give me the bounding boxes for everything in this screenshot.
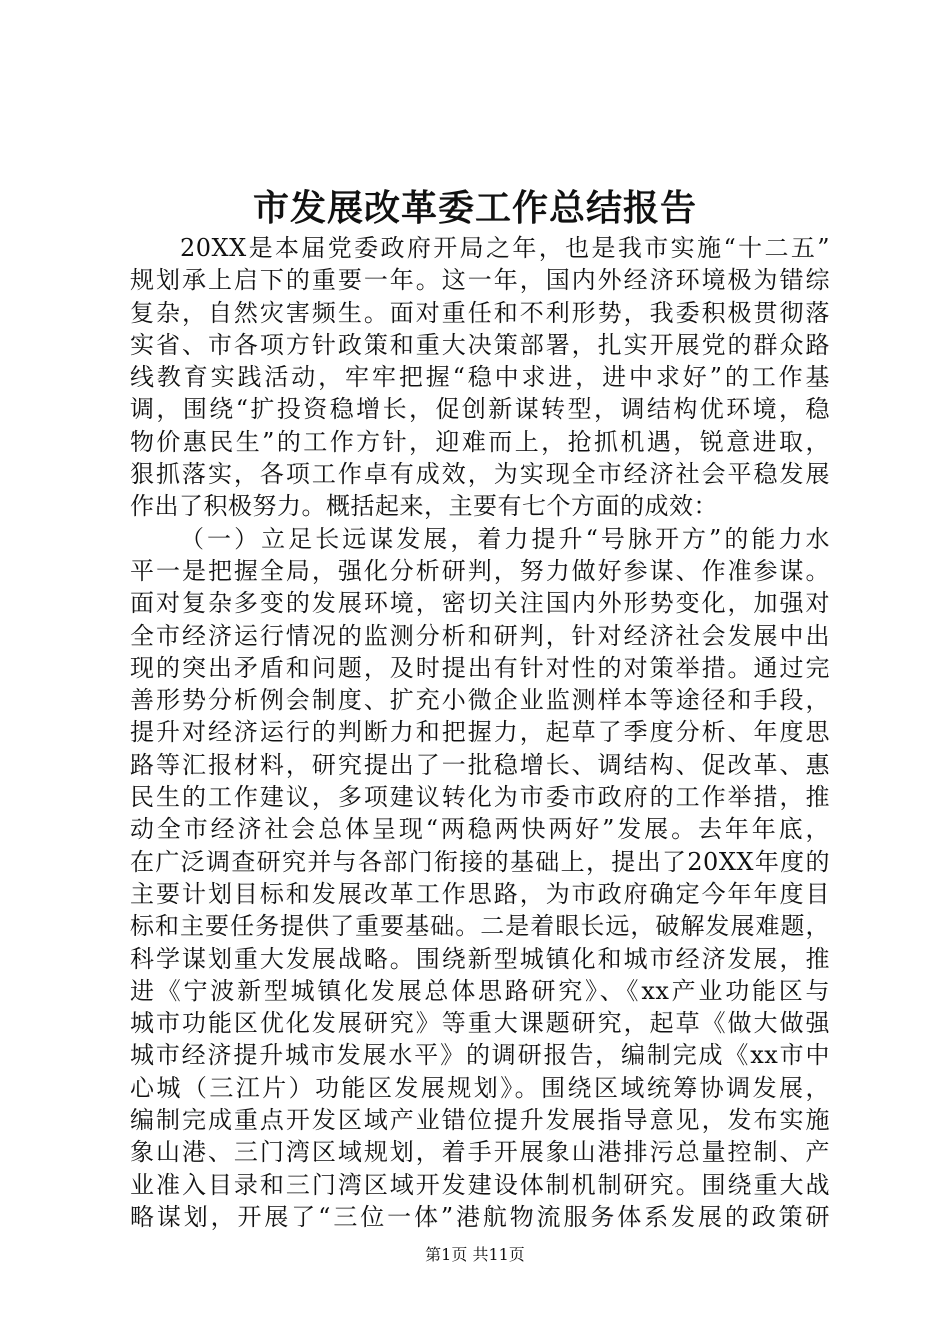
paragraph-line: 面对复杂多变的发展环境，密切关注国内外形势变化，加强对 — [130, 589, 830, 618]
paragraph-line: 城市经济提升城市发展水平》的调研报告，编制完成《xx市中 — [130, 1041, 830, 1070]
paragraph-line: 物价惠民生”的工作方针，迎难而上，抢抓机遇，锐意进取， — [130, 427, 830, 456]
paragraph-line: 进《宁波新型城镇化发展总体思路研究》、《xx产业功能区与 — [130, 976, 830, 1005]
paragraph-line: 20XX是本届党委政府开局之年，也是我市实施“十二五” — [180, 234, 830, 262]
paragraph-line: 线教育实践活动，牢牢把握“稳中求进，进中求好”的工作基 — [130, 363, 830, 392]
paragraph-line: 编制完成重点开发区域产业错位提升发展指导意见，发布实施 — [130, 1106, 830, 1135]
paragraph-line: 善形势分析例会制度、扩充小微企业监测样本等途径和手段， — [130, 686, 830, 715]
document-body — [130, 232, 830, 1233]
paragraph-line: 标和主要任务提供了重要基础。二是着眼长远，破解发展难题， — [130, 912, 830, 941]
paragraph-line: 科学谋划重大发展战略。围绕新型城镇化和城市经济发展，推 — [130, 944, 830, 973]
paragraph-line: 复杂，自然灾害频生。面对重任和不利形势，我委积极贯彻落 — [130, 298, 830, 327]
paragraph-line: 狠抓落实，各项工作卓有成效，为实现全市经济社会平稳发展 — [130, 460, 830, 489]
paragraph-line: 平一是把握全局，强化分析研判，努力做好参谋、作准参谋。 — [130, 556, 830, 585]
paragraph-line: 作出了积极努力。概括起来，主要有七个方面的成效： — [130, 492, 718, 521]
paragraph-line: 在广泛调查研究并与各部门衔接的基础上，提出了20XX年度的 — [130, 847, 830, 876]
paragraph-line: （一）立足长远谋发展，着力提升“号脉开方”的能力水 — [180, 524, 830, 553]
paragraph-line: 业准入目录和三门湾区域开发建设体制机制研究。围绕重大战 — [130, 1170, 830, 1199]
paragraph-line: 全市经济运行情况的监测分析和研判，针对经济社会发展中出 — [130, 621, 830, 650]
paragraph-line: 城市功能区优化发展研究》等重大课题研究，起草《做大做强 — [130, 1009, 830, 1038]
paragraph-line: 略谋划，开展了“三位一体”港航物流服务体系发展的政策研 — [130, 1202, 830, 1231]
paragraph-line: 现的突出矛盾和问题，及时提出有针对性的对策举措。通过完 — [130, 653, 830, 682]
paragraph-line: 路等汇报材料，研究提出了一批稳增长、调结构、促改革、惠 — [130, 750, 830, 779]
paragraph-line: 动全市经济社会总体呈现“两稳两快两好”发展。去年年底， — [130, 815, 830, 844]
paragraph-line: 提升对经济运行的判断力和把握力，起草了季度分析、年度思 — [130, 718, 830, 747]
paragraph-line: 调，围绕“扩投资稳增长，促创新谋转型，调结构优环境，稳 — [130, 395, 830, 424]
paragraph-line: 心城（三江片）功能区发展规划》。围绕区域统筹协调发展， — [130, 1073, 830, 1102]
paragraph-line: 规划承上启下的重要一年。这一年，国内外经济环境极为错综 — [130, 266, 830, 295]
paragraph-line: 实省、市各项方针政策和重大决策部署，扎实开展党的群众路 — [130, 330, 830, 359]
page-footer: 第1页 共11页 — [425, 1245, 525, 1264]
paragraph-line: 主要计划目标和发展改革工作思路，为市政府确定今年年度目 — [130, 879, 830, 908]
paragraph-line: 象山港、三门湾区域规划，着手开展象山港排污总量控制、产 — [130, 1138, 830, 1167]
document-title: 市发展改革委工作总结报告 — [252, 187, 697, 229]
paragraph-line: 民生的工作建议，多项建议转化为市委市政府的工作举措，推 — [130, 783, 830, 812]
